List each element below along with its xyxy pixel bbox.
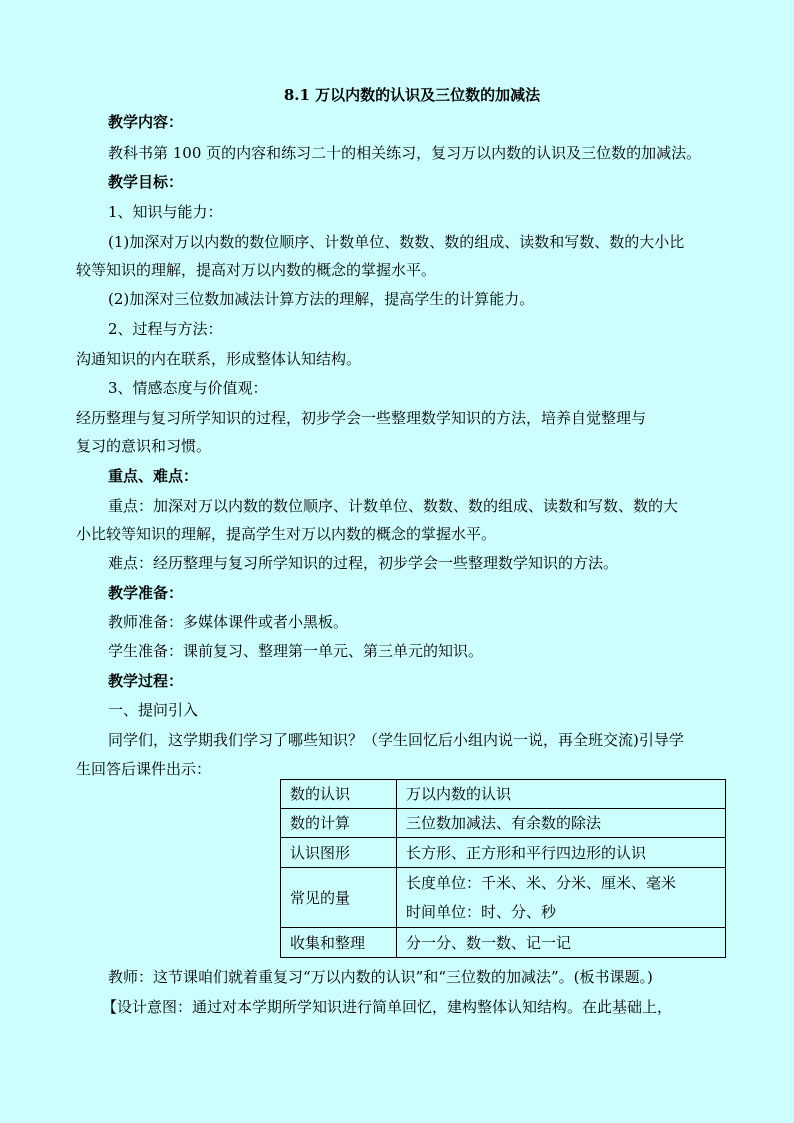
table-cell-line: 长度单位：千米、米、分米、厘米、毫米 <box>406 873 677 892</box>
paragraph-objective-1b: 较等知识的理解，提高对万以内数的概念的掌握水平。 <box>76 261 437 279</box>
paragraph-attitude-a: 经历整理与复习所学知识的过程，初步学会一些整理数学知识的方法，培养自觉整理与 <box>76 409 647 427</box>
paragraph-teacher-remark: 教师：这节课咱们就着重复习“万以内数的认识”和“三位数的加减法”。(板书课题。) <box>108 968 653 986</box>
subheading-process: 2、过程与方法： <box>108 320 223 338</box>
section-heading-content: 教学内容： <box>108 113 184 131</box>
table-row <box>281 809 726 838</box>
subheading-introduction: 一、提问引入 <box>108 701 199 719</box>
paragraph-design-intent: 【设计意图：通过对本学期所学知识进行简单回忆，建构整体认知结构。在此基础上， <box>102 998 673 1016</box>
paragraph-teacher-prep: 教师准备：多媒体课件或者小黑板。 <box>108 613 349 631</box>
paragraph-content: 教科书第 100 页的内容和练习二十的相关练习，复习万以内数的认识及三位数的加减法。 <box>108 144 702 162</box>
paragraph-introduction-a: 同学们，这学期我们学习了哪些知识？（学生回忆后小组内说一说，再全班交流)引导学 <box>108 731 684 749</box>
paragraph-student-prep: 学生准备：课前复习、整理第一单元、第三单元的知识。 <box>108 642 484 660</box>
table-cell-category: 常见的量 <box>281 868 397 928</box>
table-cell-content: 分一分、数一数、记一记 <box>397 928 726 958</box>
subheading-knowledge: 1、知识与能力： <box>108 203 223 221</box>
table-cell-category: 认识图形 <box>281 838 397 868</box>
paragraph-attitude-b: 复习的意识和习惯。 <box>76 437 212 455</box>
paragraph-key-point-b: 小比较等知识的理解，提高学生对万以内数的概念的掌握水平。 <box>76 525 497 543</box>
knowledge-summary-table <box>280 779 726 958</box>
table-cell-category: 收集和整理 <box>281 928 397 958</box>
subheading-attitude: 3、情感态度与价值观： <box>108 379 268 397</box>
section-heading-key-points: 重点、难点： <box>108 467 199 485</box>
table-row <box>281 928 726 958</box>
table-cell-category: 数的计算 <box>281 809 397 838</box>
section-heading-preparation: 教学准备： <box>108 584 184 602</box>
table-row <box>281 838 726 868</box>
document-title: 8.1 万以内数的认识及三位数的加减法 <box>283 86 541 104</box>
table-cell-content: 三位数加减法、有余数的除法 <box>397 809 726 838</box>
paragraph-objective-1a: (1)加深对万以内数的数位顺序、计数单位、数数、数的组成、读数和写数、数的大小比 <box>108 233 685 251</box>
table-cell-line: 时间单位：时、分、秒 <box>406 902 557 921</box>
table-cell-content: 长方形、正方形和平行四边形的认识 <box>397 838 726 868</box>
paragraph-key-point-a: 重点：加深对万以内数的数位顺序、计数单位、数数、数的组成、读数和写数、数的大 <box>108 497 679 515</box>
table-row <box>281 868 726 928</box>
paragraph-difficulty: 难点：经历整理与复习所学知识的过程，初步学会一些整理数学知识的方法。 <box>108 554 619 572</box>
paragraph-objective-2: (2)加深对三位数加减法计算方法的理解，提高学生的计算能力。 <box>108 290 535 308</box>
table-cell-content <box>397 868 726 928</box>
section-heading-process: 教学过程： <box>108 672 184 690</box>
section-heading-objectives: 教学目标： <box>108 173 184 191</box>
table-row <box>281 780 726 809</box>
table-cell-content: 万以内数的认识 <box>397 780 726 809</box>
paragraph-process: 沟通知识的内在联系，形成整体认知结构。 <box>76 350 362 368</box>
table-cell-category: 数的认识 <box>281 780 397 809</box>
paragraph-introduction-b: 生回答后课件出示： <box>76 760 212 778</box>
